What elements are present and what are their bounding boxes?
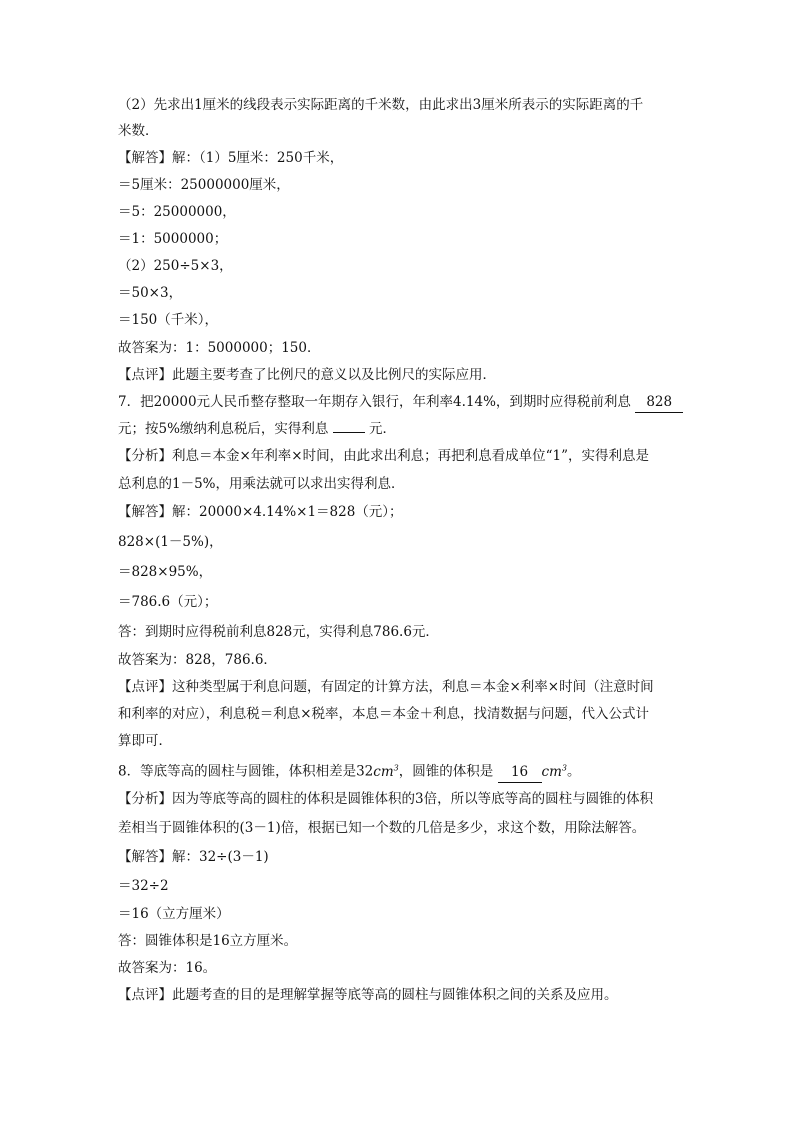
- text-line: 算即可．: [118, 733, 172, 749]
- text-line: ＝5厘米：25000000厘米，: [118, 177, 290, 193]
- unit-cm3: $cm^3$: [541, 763, 568, 780]
- question-8-period: 。: [567, 763, 581, 780]
- text-line: 828×(1－5%)，: [118, 534, 223, 550]
- text-line: 【解答】解：20000×4.14%×1＝828（元）；: [118, 504, 403, 520]
- text-line: 故答案为：828，786.6．: [118, 652, 277, 668]
- text-line: 【点评】此题主要考查了比例尺的意义以及比例尺的实际应用．: [118, 367, 496, 383]
- text-line: （2）250÷5×3，: [118, 258, 233, 274]
- question-7-text: 7．把20000元人民币整存整取一年期存入银行，年利率4.14%，到期时应得税前利息: [118, 394, 631, 410]
- question-8-text-2: ，圆锥的体积是: [398, 763, 494, 780]
- question-8-answer-blank: 16: [498, 762, 542, 783]
- text-line: 故答案为：16。: [118, 960, 217, 976]
- question-7-text-3: 元．: [369, 421, 397, 437]
- text-line: （2）先求出1厘米的线段表示实际距离的千米数，由此求出3厘米所表示的实际距离的千: [118, 97, 644, 113]
- empty-answer-blank: [333, 432, 365, 433]
- text-line: ＝5：25000000，: [118, 204, 236, 220]
- text-line: 答：到期时应得税前利息828元，实得利息786.6元．: [118, 624, 439, 640]
- text-line: 【分析】利息＝本金×年利率×时间，由此求出利息；再把利息看成单位“1”，实得利息是: [118, 448, 650, 464]
- text-line: ＝786.6（元）；: [118, 594, 218, 610]
- text-line: ＝50×3，: [118, 285, 183, 301]
- text-line: 【点评】这种类型属于利息问题，有固定的计算方法，利息＝本金×利率×时间（注意时间: [118, 679, 654, 695]
- text-line: ＝828×95%，: [118, 564, 213, 580]
- text-line: 【分析】因为等底等高的圆柱的体积是圆锥体积的3倍，所以等底等高的圆柱与圆锥的体积: [118, 791, 654, 807]
- question-7-line-2: [118, 419, 718, 439]
- text-line: 故答案为：1：5000000；150．: [118, 340, 321, 356]
- text-line: 【点评】此题考查的目的是理解掌握等底等高的圆柱与圆锥体积之间的关系及应用。: [118, 987, 618, 1003]
- text-line: ＝32÷2: [118, 878, 169, 894]
- text-line: 米数．: [118, 123, 159, 139]
- unit-cm3: $cm^3$: [373, 763, 399, 780]
- text-line: 【解答】解：（1）5厘米：250千米，: [118, 150, 344, 166]
- question-7-line: [118, 392, 718, 413]
- text-line: 【解答】解：32÷(3－1): [118, 849, 269, 865]
- question-8-line: [118, 758, 718, 783]
- text-line: 和利率的对应），利息税＝利息×税率，本息＝本金＋利息，找清数据与问题，代入公式计: [118, 706, 650, 722]
- text-line: 总利息的1－5%，用乘法就可以求出实得利息．: [118, 476, 405, 492]
- text-line: ＝16（立方厘米）: [118, 906, 230, 922]
- question-7-answer-blank: 828: [635, 392, 683, 413]
- text-line: ＝150（千米），: [118, 312, 219, 328]
- question-7-text-2: 元；按5%缴纳利息税后，实得利息: [118, 421, 329, 437]
- text-line: 差相当于圆锥体积的(3－1)倍，根据已知一个数的几倍是多少，求这个数，用除法解答。: [118, 820, 646, 836]
- text-line: ＝1：5000000；: [118, 231, 228, 247]
- question-8-text: 8．等底等高的圆柱与圆锥，体积相差是32: [118, 763, 374, 780]
- text-line: 答：圆锥体积是16立方厘米。: [118, 933, 298, 949]
